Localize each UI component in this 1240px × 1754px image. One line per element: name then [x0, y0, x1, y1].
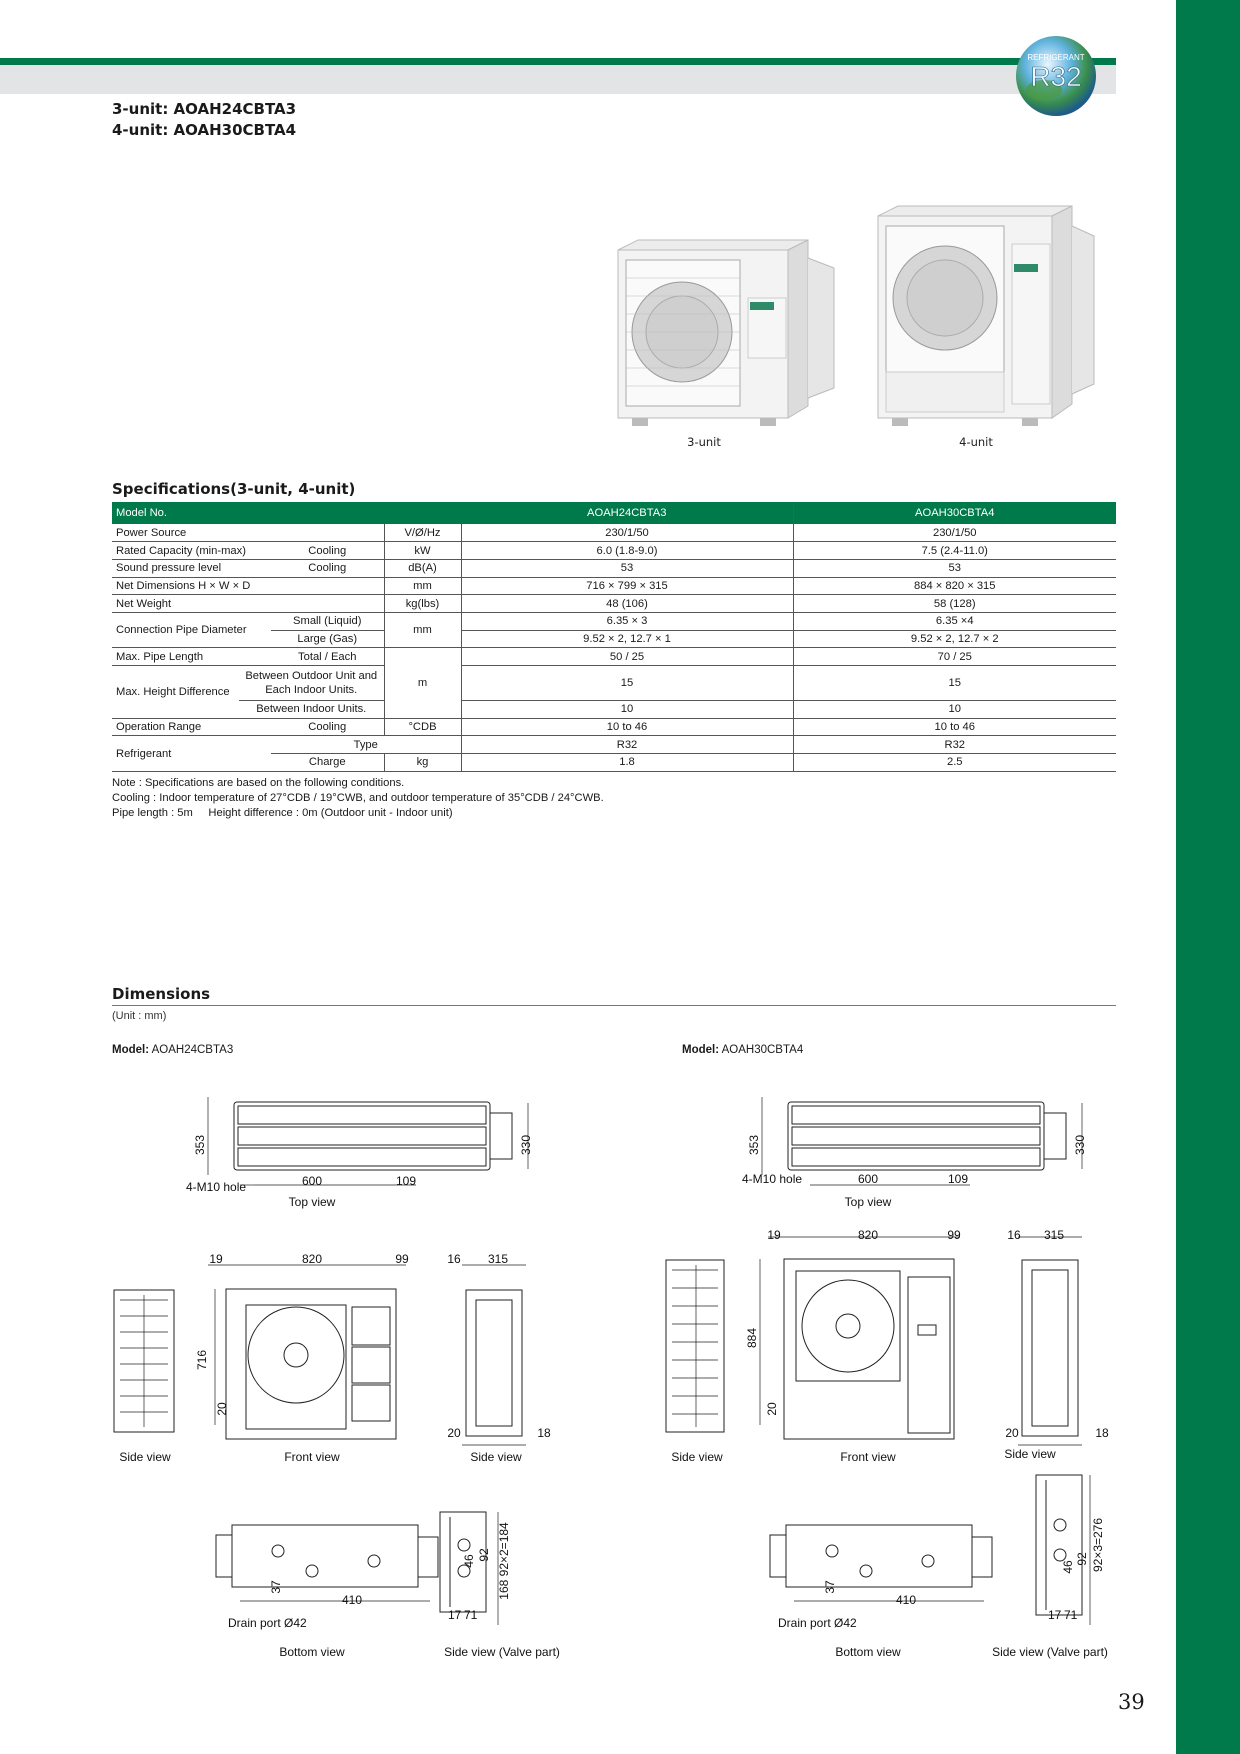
dim-a-valve-d1: 46: [462, 1554, 476, 1568]
dim-b-side-top-l: 16: [1007, 1228, 1021, 1242]
model-label-b: Model: AOAH30CBTA4: [682, 1044, 804, 1056]
unit-3-product-image: [612, 238, 840, 430]
dim-b-valve-d2: 92: [1075, 1552, 1089, 1566]
dim-b-bottom-caption: Bottom view: [835, 1645, 901, 1659]
model-label-a: Model: AOAH24CBTA3: [112, 1044, 234, 1056]
dim-a-side-bot-l: 20: [447, 1426, 461, 1440]
dim-a-top-caption: Top view: [288, 1195, 336, 1209]
dim-b-side-bot-l: 20: [1005, 1426, 1019, 1440]
unit-4-caption: 4-unit: [959, 435, 993, 449]
dim-a-top-depth2: 330: [519, 1134, 533, 1156]
table-row: Large (Gas) 9.52 × 2, 12.7 × 1 9.52 × 2, 12.7 × 2: [112, 630, 1116, 648]
model-list: [112, 99, 296, 141]
dimension-drawing-a: [100, 1085, 580, 1665]
header-model-a: AOAH24CBTA3: [461, 502, 793, 524]
dim-a-top-depth: 353: [193, 1134, 207, 1156]
dim-b-hole: 4-M10 hole: [742, 1172, 803, 1186]
dim-a-top-off: 109: [395, 1174, 417, 1188]
dim-a-valve-b1: 17: [448, 1608, 462, 1622]
svg-text:REFRIGERANT: REFRIGERANT: [1027, 53, 1085, 62]
spec-notes: [112, 776, 604, 821]
dim-b-top-width: 600: [857, 1172, 879, 1186]
dim-a-drain: Drain port Ø42: [228, 1616, 307, 1630]
dim-b-front-caption: Front view: [840, 1450, 896, 1464]
dim-b-valve-b2: 71: [1064, 1608, 1078, 1622]
dim-a-bottom-w: 410: [341, 1593, 363, 1607]
note-line: Note : Specifications are based on the following conditions.: [112, 777, 405, 789]
dim-a-side-bot-r: 18: [537, 1426, 551, 1440]
header-green-rule: [0, 58, 1116, 65]
specifications-table: [112, 502, 1116, 772]
dim-b-bottom-w: 410: [895, 1593, 917, 1607]
note-line: Pipe length : 5m Height difference : 0m (Outdoor unit - Indoor unit): [112, 807, 453, 819]
dim-b-side-top-w: 315: [1043, 1228, 1065, 1242]
dim-b-valve-d1: 46: [1061, 1560, 1075, 1574]
svg-text:R32: R32: [1030, 61, 1082, 92]
dim-b-drain: Drain port Ø42: [778, 1616, 857, 1630]
dim-b-front-right: 99: [947, 1228, 961, 1242]
model-line-3unit: 3-unit: AOAH24CBTA3: [112, 100, 297, 118]
dim-a-valve-d2: 92: [477, 1548, 491, 1562]
dim-b-front-width: 820: [857, 1228, 879, 1242]
dim-a-side-top-w: 315: [487, 1252, 509, 1266]
dim-a-side-caption: Side view: [119, 1450, 171, 1464]
dim-b-front-foot: 20: [765, 1402, 779, 1416]
dim-b-top-caption: Top view: [844, 1195, 892, 1209]
unit-note: (Unit : mm): [112, 1010, 167, 1022]
note-line: Cooling : Indoor temperature of 27°CDB / 19°CWB, and outdoor temperature of 35°CDB / 24°CWB.: [112, 792, 604, 804]
page-number: 39: [1118, 1690, 1145, 1714]
dim-a-valve-total: 168 92×2=184: [497, 1522, 511, 1600]
side-color-bar: [1176, 0, 1240, 1754]
dim-b-front-height: 884: [745, 1327, 759, 1349]
table-row: Net Dimensions H × W × D mm 716 × 799 × 315 884 × 820 × 315: [112, 577, 1116, 595]
dim-b-side-bot-r: 18: [1095, 1426, 1109, 1440]
dim-b-bottom-h: 37: [823, 1580, 837, 1594]
dim-a-front-right: 99: [395, 1252, 409, 1266]
specifications-title: Specifications(3-unit, 4-unit): [112, 480, 356, 498]
table-row: Net Weight kg(lbs) 48 (106) 58 (128): [112, 595, 1116, 613]
model-line-4unit: 4-unit: AOAH30CBTA4: [112, 121, 297, 139]
dim-a-valve-b2: 71: [464, 1608, 478, 1622]
table-header-row: [112, 502, 1116, 524]
table-row: Charge kg 1.8 2.5: [112, 754, 1116, 772]
dim-b-valve-b1: 17: [1048, 1608, 1062, 1622]
unit-4-product-image: [872, 204, 1098, 430]
dim-b-top-depth2: 330: [1073, 1134, 1087, 1156]
table-row: Connection Pipe Diameter Small (Liquid) mm 6.35 × 3 6.35 ×4: [112, 612, 1116, 630]
dim-a-front-left: 19: [209, 1252, 223, 1266]
table-row: Rated Capacity (min-max) Cooling kW 6.0 (1.8-9.0) 7.5 (2.4-11.0): [112, 542, 1116, 560]
dim-b-front-left: 19: [767, 1228, 781, 1242]
dim-b-top-depth: 353: [747, 1134, 761, 1156]
dim-a-bottom-h: 37: [269, 1580, 283, 1594]
table-row: Sound pressure level Cooling dB(A) 53 53: [112, 559, 1116, 577]
dim-a-bottom-caption: Bottom view: [279, 1645, 345, 1659]
table-row: Between Indoor Units. 10 10: [112, 701, 1116, 719]
header-model-b: AOAH30CBTA4: [793, 502, 1116, 524]
table-row: Power Source V/Ø/Hz 230/1/50 230/1/50: [112, 524, 1116, 542]
r32-refrigerant-badge: [1014, 34, 1098, 118]
table-row: Refrigerant Type R32 R32: [112, 736, 1116, 754]
dimensions-rule: [112, 1005, 1116, 1006]
dim-a-hole: 4-M10 hole: [186, 1180, 247, 1194]
header-model-no: Model No.: [112, 502, 461, 524]
dim-a-front-width: 820: [301, 1252, 323, 1266]
header-grey-band: [0, 65, 1116, 94]
dim-b-side-caption: Side view: [671, 1450, 723, 1464]
dim-b-side-caption-right: Side view: [1004, 1447, 1056, 1461]
dim-a-front-height: 716: [195, 1349, 209, 1371]
dim-b-valve-total: 92×3=276: [1091, 1517, 1105, 1573]
unit-3-caption: 3-unit: [687, 435, 721, 449]
dim-a-top-width: 600: [301, 1174, 323, 1188]
dim-a-valve-caption: Side view (Valve part): [444, 1645, 560, 1659]
table-row: Operation Range Cooling °CDB 10 to 46 10 to 46: [112, 718, 1116, 736]
table-row: Max. Pipe Length Total / Each m 50 / 25 70 / 25: [112, 648, 1116, 666]
dimensions-title: Dimensions: [112, 985, 211, 1003]
dim-b-valve-caption: Side view (Valve part): [992, 1645, 1108, 1659]
dim-a-side-top-l: 16: [447, 1252, 461, 1266]
dim-a-side-caption-right: Side view: [470, 1450, 522, 1464]
dim-a-front-caption: Front view: [284, 1450, 340, 1464]
dim-a-front-foot: 20: [215, 1402, 229, 1416]
dimension-drawing-b: [650, 1085, 1130, 1665]
dim-b-top-off: 109: [947, 1172, 969, 1186]
table-row: Max. Height Difference Between Outdoor Unit and Each Indoor Units. 15 15: [112, 666, 1116, 701]
